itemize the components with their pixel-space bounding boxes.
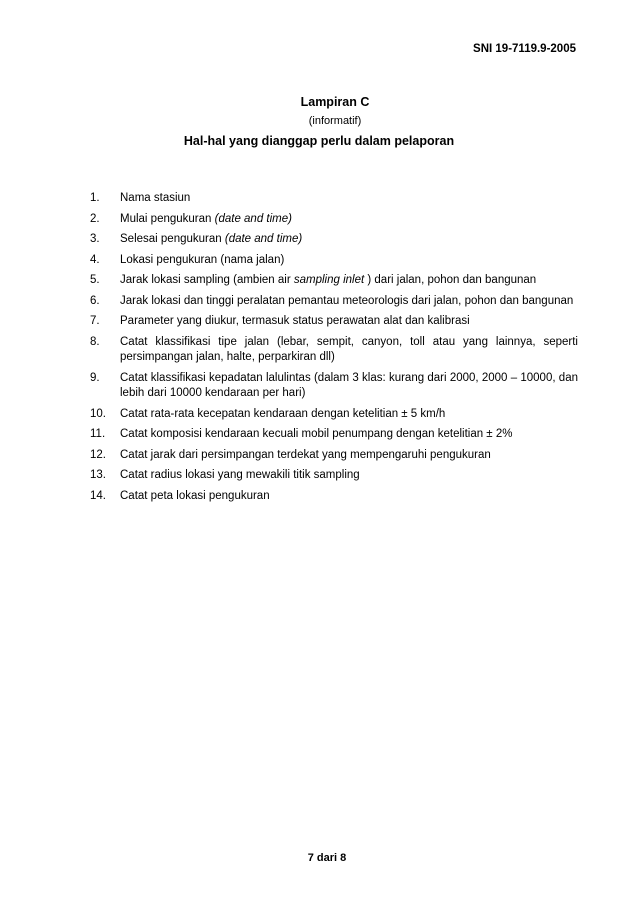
item-number: 14.	[90, 489, 106, 502]
item-number: 8.	[90, 335, 100, 348]
standard-code: SNI 19-7119.9-2005	[473, 43, 576, 55]
item-text: Nama stasiun	[120, 192, 191, 204]
item-text: Parameter yang diukur, termasuk status perawatan alat dan kalibrasi	[120, 315, 470, 327]
list-item	[90, 253, 578, 269]
list-item	[90, 448, 578, 464]
list-item	[90, 212, 578, 228]
item-text: Catat peta lokasi pengukuran	[120, 489, 270, 502]
list-item	[90, 273, 578, 289]
list-item	[90, 468, 578, 484]
item-number: 7.	[90, 315, 100, 327]
item-number: 10.	[90, 407, 106, 420]
list-item	[90, 427, 578, 443]
item-text: Lokasi pengukuran (nama jalan)	[120, 253, 285, 266]
annex-type: (informatif)	[308, 115, 362, 127]
item-number: 1.	[90, 192, 100, 204]
item-number: 4.	[90, 253, 100, 266]
item-text: Jarak lokasi dan tinggi peralatan pemantau meteorologis dari jalan, pohon dan bangunan	[120, 294, 574, 307]
item-number: 5.	[90, 274, 100, 286]
list-item	[90, 294, 578, 310]
item-text: Catat radius lokasi yang mewakili titik sampling	[120, 469, 360, 481]
list-item	[90, 407, 578, 423]
item-number: 2.	[90, 212, 100, 225]
list-item	[90, 371, 578, 402]
item-number: 6.	[90, 294, 100, 307]
item-number: 13.	[90, 469, 106, 481]
annex-subtitle: Hal-hal yang dianggap perlu dalam pelaporan	[183, 134, 455, 148]
item-number: 11.	[90, 428, 106, 440]
item-number: 3.	[90, 233, 100, 245]
annex-title: Lampiran C	[300, 95, 370, 109]
item-number: 12.	[90, 448, 106, 461]
item-text: Catat klassifikasi tipe jalan (lebar, sempit, canyon, toll atau yang lainnya, seperti persimpangan jalan, halte, perparkiran dll)	[120, 335, 578, 363]
item-text: Selesai pengukuran (date and time)	[120, 233, 303, 245]
item-text: Catat klassifikasi kepadatan lalulintas (dalam 3 klas: kurang dari 2000, 2000 – 10000, dan lebih dari 10000 kendaraan per hari)	[120, 371, 578, 399]
list-item	[90, 314, 578, 330]
list-item	[90, 232, 578, 248]
item-text: Catat komposisi kendaraan kecuali mobil penumpang dengan ketelitian ± 2%	[120, 428, 513, 440]
list-item	[90, 489, 578, 505]
item-text: Catat rata-rata kecepatan kendaraan dengan ketelitian ± 5 km/h	[120, 407, 446, 420]
reporting-items-list	[90, 191, 578, 509]
annex-heading	[0, 95, 638, 149]
list-item	[90, 335, 578, 366]
list-item	[90, 191, 578, 207]
item-text: Jarak lokasi sampling (ambien air sampling inlet ) dari jalan, pohon dan bangunan	[120, 274, 537, 286]
item-text: Catat jarak dari persimpangan terdekat yang mempengaruhi pengukuran	[120, 448, 491, 461]
item-number: 9.	[90, 371, 100, 384]
page-number: 7 dari 8	[307, 852, 347, 864]
item-text: Mulai pengukuran (date and time)	[120, 212, 292, 225]
